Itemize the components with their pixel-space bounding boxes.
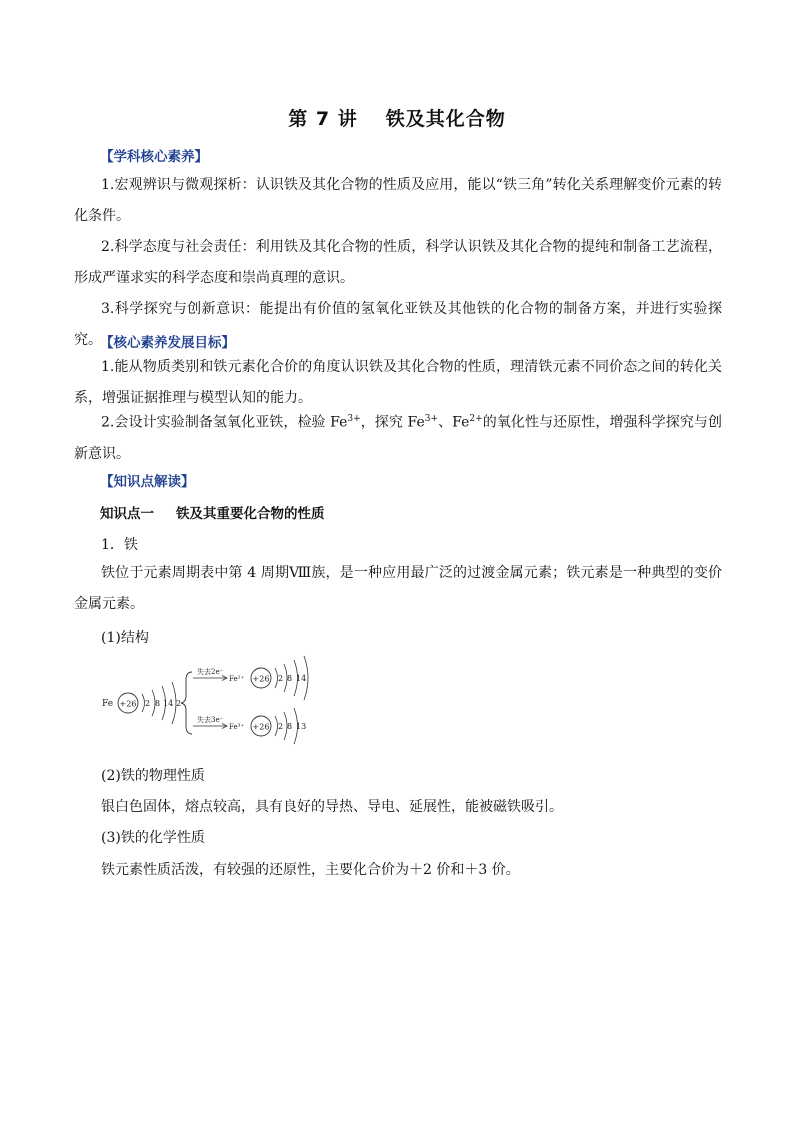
goal-2-part-d: 的氧化性与还原性，增强科学探究与创新意识。	[74, 414, 723, 462]
brace	[181, 672, 192, 734]
chemical-text: 铁元素性质活泼，有较强的还原性，主要化合价为＋2 价和＋3 价。	[101, 862, 520, 878]
shell-count: 14	[296, 674, 307, 683]
lower-ion: Fe³⁺	[229, 723, 245, 731]
nucleus-charge: +26	[119, 699, 137, 709]
upper-label: 失去2e⁻	[197, 668, 224, 676]
upper-ion: Fe²⁺	[229, 675, 245, 683]
shell-count: 8	[287, 722, 293, 731]
physical-text: 银白色固体，熔点较高，具有良好的导热、导电、延展性，能被磁铁吸引。	[101, 799, 563, 815]
point-title: 铁及其重要化合物的性质	[176, 506, 325, 522]
fe3-superscript: 3+	[424, 414, 439, 424]
knowledge-point-title	[100, 502, 325, 522]
goal-2-part-a: 2.会设计实验制备氢氧化亚铁，检验 Fe	[101, 414, 348, 431]
electron-configuration-diagram	[98, 654, 328, 754]
development-goal-2	[74, 404, 722, 470]
structure-label: (1)结构	[101, 630, 149, 646]
core-literacy-item-1: 1.宏观辨识与微观探析：认识铁及其化合物的性质及应用，能以“铁三角”转化关系理解变价元素的转化条件。	[74, 177, 722, 224]
physical-label: (2)铁的物理性质	[101, 768, 205, 784]
shell-count: 8	[155, 699, 161, 708]
shell-count: 13	[296, 722, 307, 731]
point-label: 知识点一	[100, 506, 154, 522]
shell-count: 2	[176, 699, 182, 708]
iron-intro: 铁位于元素周期表中第 4 周期Ⅷ族，是一种应用最广泛的过渡金属元素；铁元素是一种典型的变价金属元素。	[74, 565, 722, 612]
fe2-superscript: 2+	[469, 414, 483, 424]
core-literacy-item-3: 3.科学探究与创新意识：能提出有价值的氢氧化亚铁及其他铁的化合物的制备方案，并进行实验探究。	[74, 301, 722, 348]
nucleus-charge: +26	[252, 722, 270, 732]
shell-count: 8	[287, 674, 293, 683]
shell-count: 2	[278, 674, 284, 683]
lesson-number: 第 7 讲	[288, 108, 358, 130]
subsection-iron: 1．铁	[101, 537, 138, 553]
chemical-label: (3)铁的化学性质	[101, 830, 205, 846]
lower-label: 失去3e⁻	[197, 716, 224, 724]
lesson-topic: 铁及其化合物	[385, 108, 506, 130]
core-literacy-item-2: 2.科学态度与社会责任：利用铁及其化合物的性质，科学认识铁及其化合物的提纯和制备工艺流程，形成严谨求实的科学态度和崇尚真理的意识。	[74, 239, 722, 286]
shell-count: 2	[145, 699, 151, 708]
page-title	[0, 104, 794, 131]
nucleus-charge: +26	[252, 674, 270, 684]
knowledge-heading: 【知识点解读】	[100, 474, 195, 490]
goal-2-part-b: ，探究 Fe	[360, 414, 425, 431]
atom-symbol: Fe	[102, 699, 114, 709]
core-literacy-heading: 【学科核心素养】	[100, 149, 208, 165]
shell-count: 2	[278, 722, 284, 731]
goal-2-part-c: 、Fe	[438, 414, 470, 431]
development-goals-heading: 【核心素养发展目标】	[100, 335, 235, 351]
fe3-superscript: 3+	[347, 414, 361, 424]
development-goal-1: 1.能从物质类别和铁元素化合价的角度认识铁及其化合物的性质，理清铁元素不同价态之间的转化关系，增强证据推理与模型认知的能力。	[74, 359, 722, 406]
shell-count: 14	[163, 699, 174, 708]
